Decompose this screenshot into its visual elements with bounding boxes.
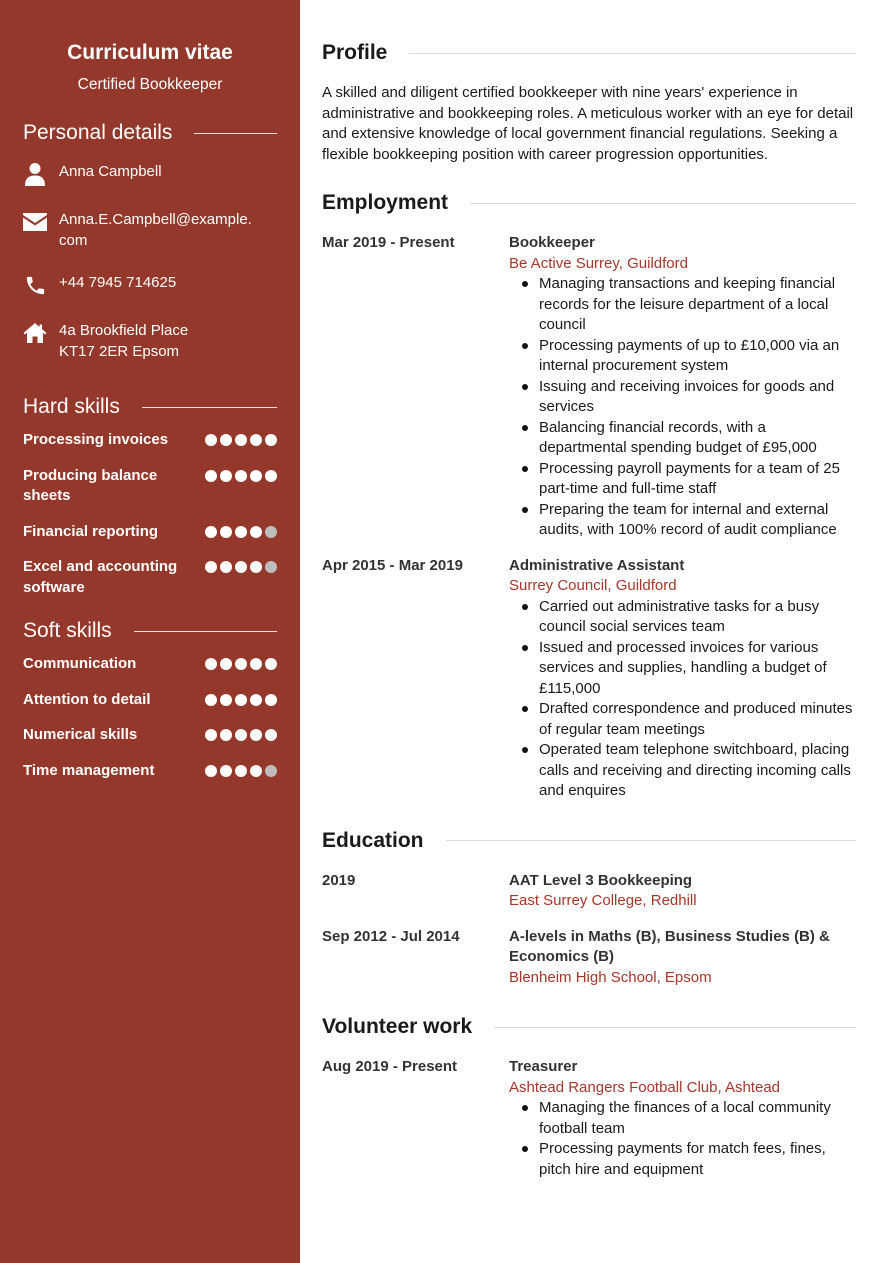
volunteer-entries [322,1057,856,1180]
soft-skills-list [23,654,277,781]
personal-details-heading [23,120,277,146]
contact-name [23,162,277,186]
entry-role: AAT Level 3 Bookkeeping [509,871,693,889]
employment-heading [322,190,856,216]
skill-name: Communication [23,655,137,672]
skill-name: Producing balance sheets [23,466,158,504]
heading-divider [194,133,277,134]
skill-row [23,725,277,746]
entry [322,871,856,912]
skill-name: Attention to detail [23,690,151,708]
skill-rating [205,725,277,741]
bullet-list [509,1098,856,1180]
entry-body [509,556,856,802]
entry [322,556,856,802]
skill-row [23,430,277,451]
bullet-item: Processing payments for match fees, fines, pitch hire and equipment [509,1139,856,1180]
rating-dot-filled [220,694,232,706]
entry [322,927,856,989]
home-icon [23,321,47,345]
entry-organization: Ashtead Rangers Football Club, Ashtead [509,1078,781,1096]
rating-dot-filled [220,526,232,538]
volunteer-section [322,1014,856,1180]
skill-row [23,654,277,675]
skill-row [23,557,277,598]
rating-dot-filled [235,526,247,538]
entry-organization: Be Active Surrey, Guildford [509,254,688,272]
volunteer-heading [322,1014,856,1040]
job-title: Certified Bookkeeper [77,76,223,93]
entry-body [509,871,856,912]
entry-date: Aug 2019 - Present [322,1058,458,1075]
skill-rating [205,522,277,538]
hard-skills-list [23,430,277,598]
soft-skills-heading-text: Soft skills [23,619,112,642]
rating-dot-filled [250,526,262,538]
skill-row [23,522,277,543]
rating-dot-filled [205,765,217,777]
contact-name-text: Anna Campbell [59,163,162,180]
person-icon [23,162,47,186]
employment-entries [322,233,856,802]
bullet-item: Managing transactions and keeping financial records for the leisure department of a local council [509,274,856,336]
bullet-list [509,274,856,541]
entry-body [509,927,856,989]
skill-name: Time management [23,761,155,779]
rating-dot-filled [235,658,247,670]
phone-icon [23,273,47,297]
bullet-item: Issued and processed invoices for various services and supplies, handling a budget of £115,000 [509,638,856,700]
contact-address [23,321,277,362]
rating-dot-filled [205,729,217,741]
skill-row [23,761,277,782]
rating-dot-filled [220,765,232,777]
bullet-item: Processing payroll payments for a team of 25 part-time and full-time staff [509,459,856,500]
entry-body [509,233,856,541]
skill-name: Numerical skills [23,726,138,743]
rating-dot-filled [265,658,277,670]
entry-role: Treasurer [509,1058,578,1075]
profile-heading-text: Profile [322,41,388,64]
entry-date: Mar 2019 - Present [322,234,455,251]
entry-date: 2019 [322,871,356,889]
rating-dot-filled [220,561,232,573]
profile-heading [322,40,856,66]
education-heading [322,828,856,854]
rating-dot-filled [265,434,277,446]
contact-email-link[interactable]: Anna.E.Campbell@example.com [59,211,252,249]
entry-organization: Blenheim High School, Epsom [509,968,712,986]
heading-divider [446,840,856,841]
contact-phone [23,273,277,297]
personal-details-heading-text: Personal details [23,121,173,144]
hard-skills-heading-text: Hard skills [23,395,120,418]
volunteer-heading-text: Volunteer work [322,1015,473,1038]
contact-address-text [59,321,259,362]
heading-divider [134,631,277,632]
education-section [322,828,856,989]
profile-section [322,40,856,165]
cv-title: Curriculum vitae [67,41,233,64]
rating-dot-filled [205,526,217,538]
rating-dot-empty [265,765,277,777]
main-content [322,0,856,1180]
rating-dot-filled [205,470,217,482]
rating-dot-filled [205,434,217,446]
entry [322,233,856,541]
bullet-list [509,597,856,802]
rating-dot-filled [250,470,262,482]
rating-dot-filled [220,729,232,741]
bullet-item: Processing payments of up to £10,000 via an internal procurement system [509,336,856,377]
rating-dot-filled [235,729,247,741]
rating-dot-filled [220,658,232,670]
rating-dot-filled [250,434,262,446]
skill-name: Processing invoices [23,431,169,448]
rating-dot-filled [235,561,247,573]
entry-role: A-levels in Maths (B), Business Studies (B) & Economics (B) [509,927,830,965]
contact-email [23,210,277,251]
entry-date: Apr 2015 - Mar 2019 [322,556,463,574]
profile-text: A skilled and diligent certified bookkeeper with nine years' experience in administrative and bookkeeping roles. A meticulous worker with an eye for detail and extensive knowledge of local government financial regulations. Seeking a flexible bookkeeping position with career progression opportunities. [322,84,854,163]
rating-dot-filled [250,765,262,777]
rating-dot-empty [265,526,277,538]
skill-rating [205,430,277,446]
rating-dot-filled [265,470,277,482]
heading-divider [470,203,856,204]
skill-rating [205,690,277,706]
rating-dot-filled [235,765,247,777]
hard-skills-heading [23,394,277,420]
bullet-item: Preparing the team for internal and external audits, with 100% record of audit compliance [509,500,856,541]
employment-section [322,190,856,802]
bullet-item: Operated team telephone switchboard, placing calls and receiving and directing incoming calls and enquires [509,740,856,802]
rating-dot-filled [205,694,217,706]
heading-divider [142,407,277,408]
bullet-item: Balancing financial records, with a departmental spending budget of £95,000 [509,418,856,459]
entry-body [509,1057,856,1180]
bullet-item: Carried out administrative tasks for a busy council social services team [509,597,856,638]
rating-dot-filled [235,434,247,446]
skill-rating [205,557,277,573]
heading-divider [494,1027,856,1028]
skill-rating [205,466,277,482]
sidebar [0,0,300,1263]
rating-dot-filled [250,729,262,741]
rating-dot-filled [265,729,277,741]
rating-dot-filled [250,694,262,706]
skill-name: Financial reporting [23,522,159,540]
education-heading-text: Education [322,828,424,852]
rating-dot-filled [235,470,247,482]
rating-dot-filled [205,561,217,573]
address-line-2: KT17 2ER Epsom [59,342,180,360]
envelope-icon [23,210,47,234]
entry-organization: East Surrey College, Redhill [509,892,697,909]
heading-divider [409,53,856,54]
rating-dot-filled [250,561,262,573]
rating-dot-filled [205,658,217,670]
bullet-item: Managing the finances of a local community football team [509,1098,856,1139]
bullet-item: Drafted correspondence and produced minutes of regular team meetings [509,699,856,740]
rating-dot-filled [250,658,262,670]
rating-dot-filled [220,434,232,446]
entry [322,1057,856,1180]
rating-dot-filled [235,694,247,706]
contact-phone-text: +44 7945 714625 [59,274,177,291]
entry-date: Sep 2012 - Jul 2014 [322,927,460,945]
bullet-item: Issuing and receiving invoices for goods and services [509,377,856,418]
entry-role: Bookkeeper [509,234,595,251]
skill-rating [205,654,277,670]
address-line-1: 4a Brookfield Place [59,322,189,339]
rating-dot-filled [220,470,232,482]
skill-row [23,466,277,507]
skill-name: Excel and accounting software [23,558,178,596]
employment-heading-text: Employment [322,191,449,214]
rating-dot-filled [265,694,277,706]
soft-skills-heading [23,618,277,644]
entry-role: Administrative Assistant [509,556,685,574]
skill-rating [205,761,277,777]
skill-row [23,690,277,711]
entry-organization: Surrey Council, Guildford [509,577,677,594]
education-entries [322,871,856,989]
rating-dot-empty [265,561,277,573]
